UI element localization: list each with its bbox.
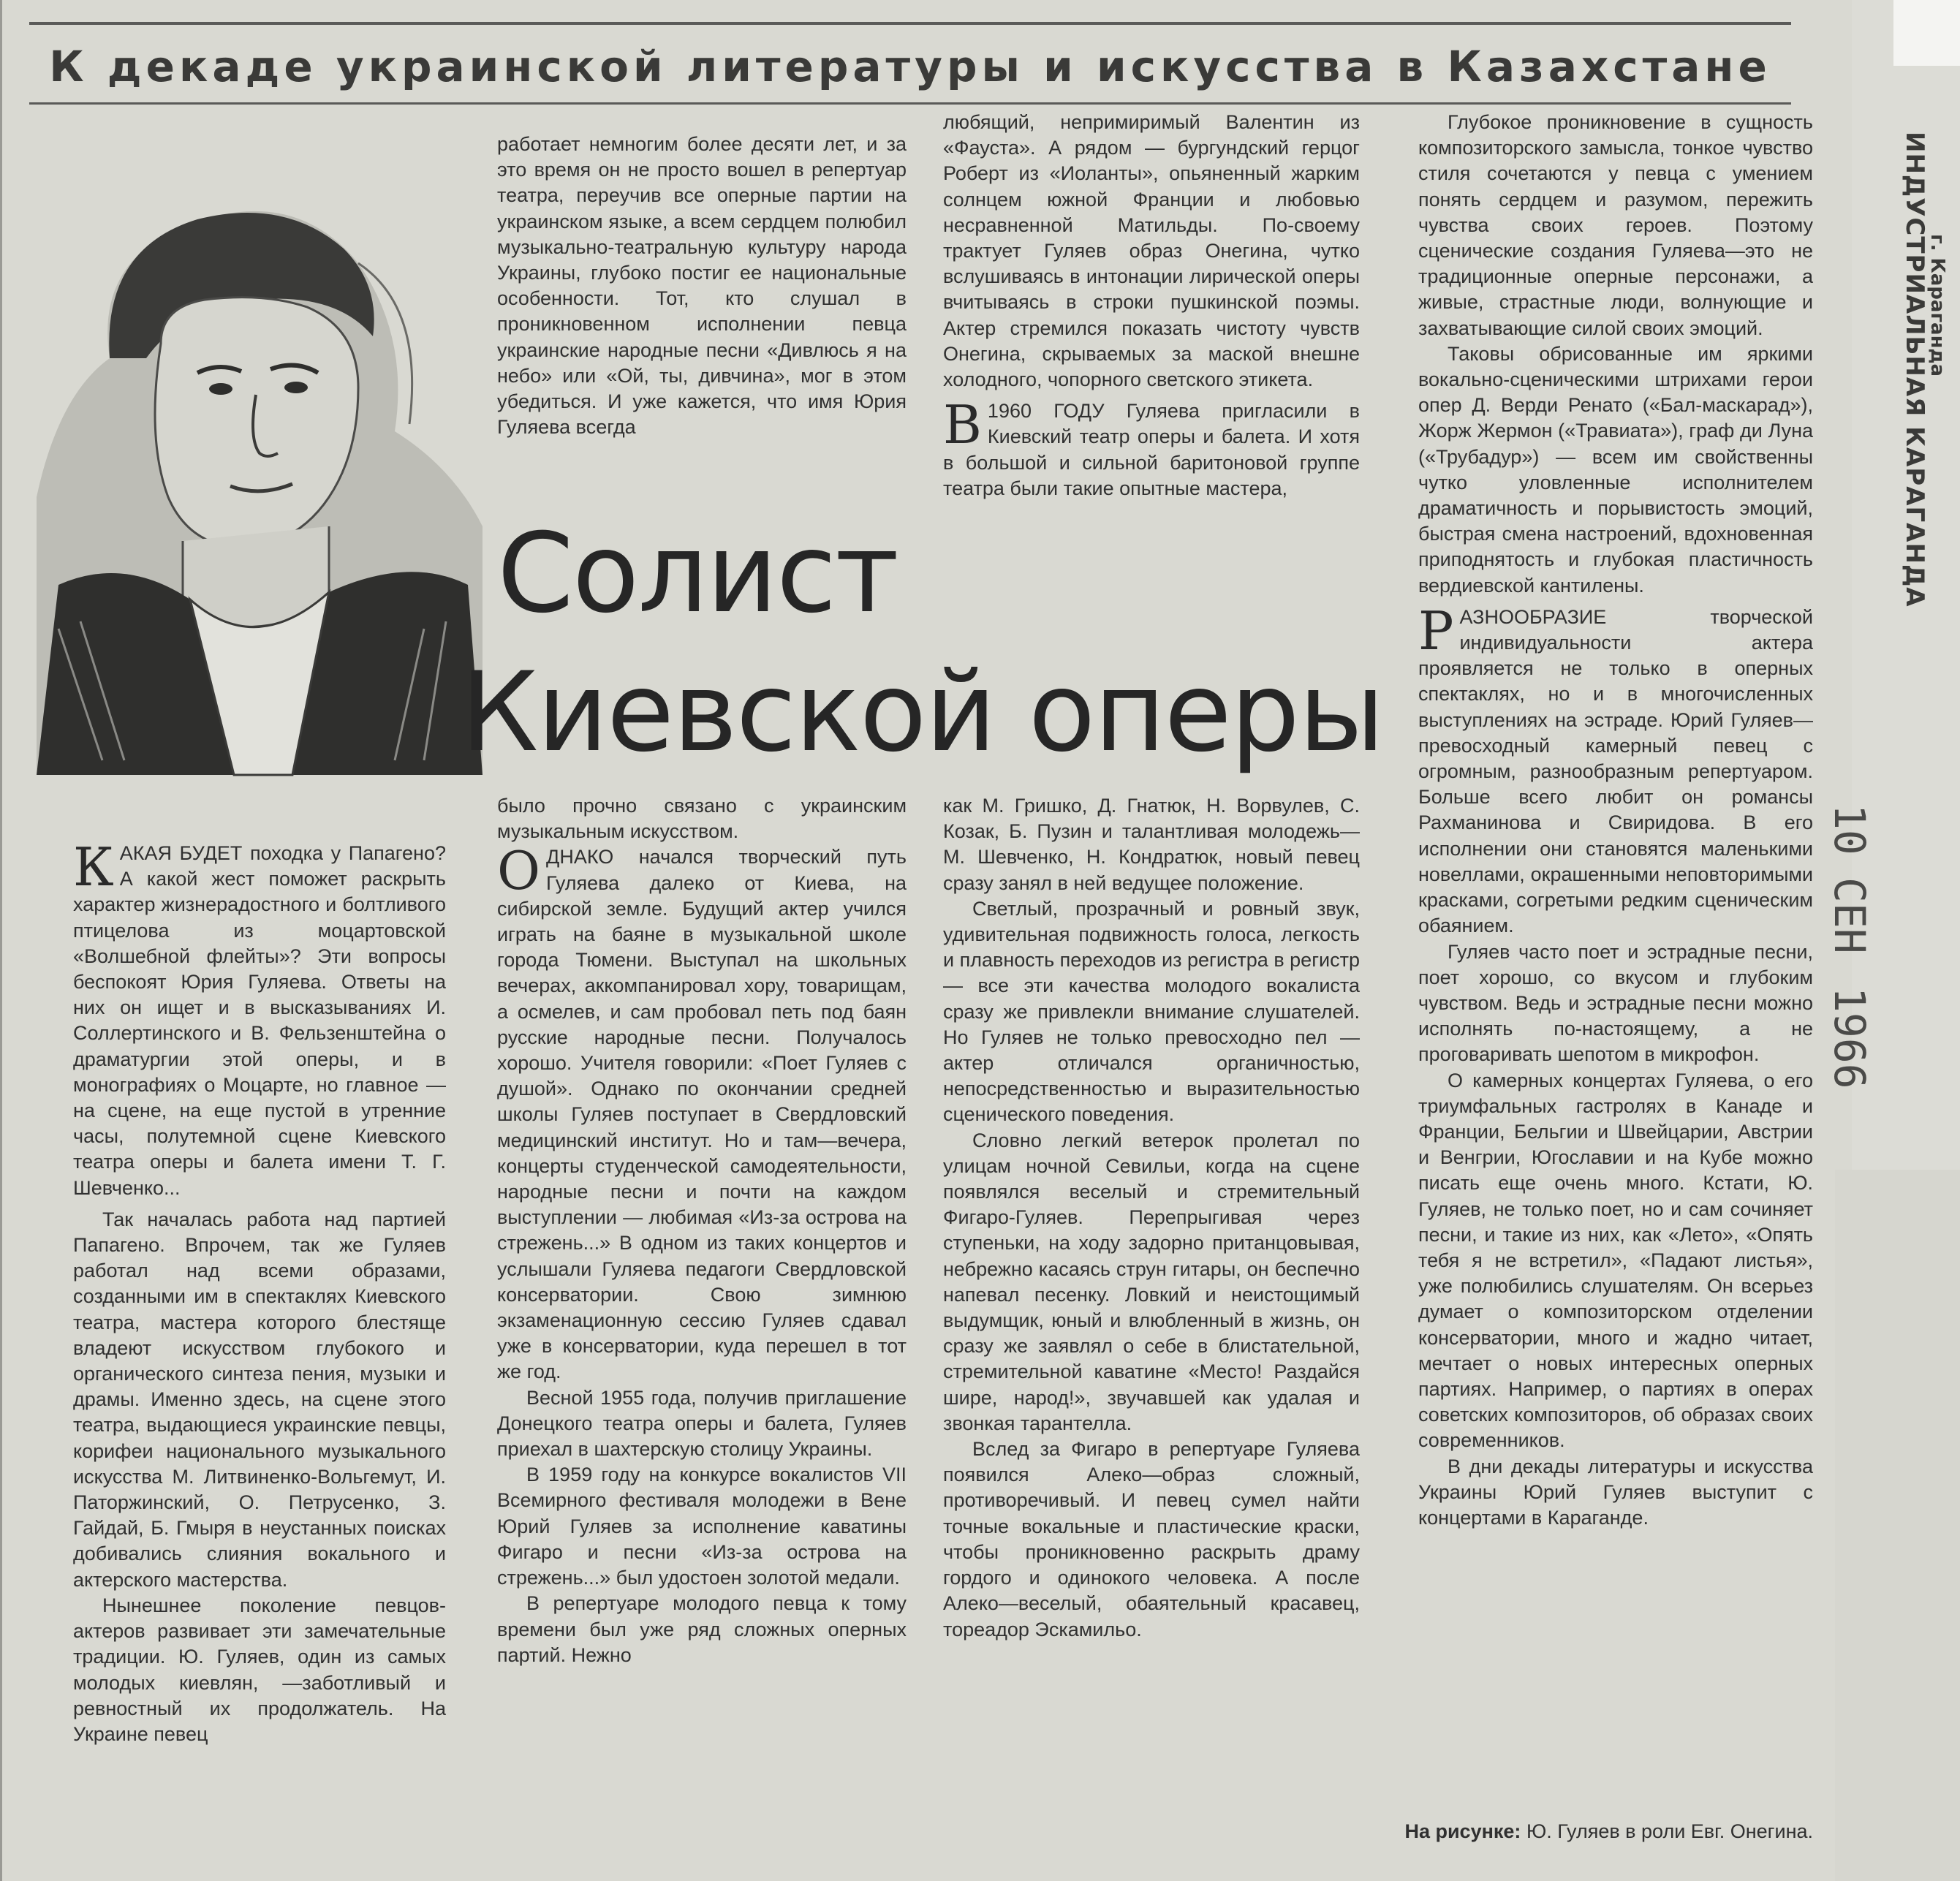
paragraph: Глубокое проникновение в сущность композиторского замысла, тонкое чувство стиля сочетаются у певца с умением понять сердцем и разумом, пережить чувства своих героев. Поэтому сценические создания Гуляева—это не традиционные оперные персонажи, а живые, страстные люди, волнующие и захватывающие силой своих эмоций. xyxy=(1418,111,1813,339)
paragraph-text: АЗНООБРАЗИЕ творческой индивидуальности актера проявляется не только в оперных спектаклях, но и в многочисленных выступлениях на эстраде. Юрий Гуляев—превосходный камерный певец с огромным, разнообразным репертуаром. Больше всего любит он романсы Рахманинова и Свиридова. В его исполнении они становятся маленькими новеллами, окрашенными неповторимыми красками, согретыми редким сценическим обаянием. xyxy=(1418,605,1813,937)
torn-corner xyxy=(1893,0,1960,66)
stamp-day: 10 xyxy=(1825,804,1874,855)
paragraph: О камерных концертах Гуляева, о его триумфальных гастролях в Канаде и Франции, Бельгии и Швейцарии, Австрии и Венгрии, Югославии и на Кубе можно писать еще очень много. Кстати, Ю. Гуляев, не только поет, но и сам сочиняет песни, и такие из них, как «Лето», «Опять тебя я не встретил», «Падают листья», уже полюбились слушателям. Он всерьез думает о композиторском отделении консерватории, много и жадно читает, мечтает о новых интересных оперных партиях. Например, о партиях в операх советских композиторов, об образах своих современников. xyxy=(1418,1069,1813,1452)
paragraph xyxy=(497,840,907,1385)
date-stamp xyxy=(1806,797,1879,1111)
drop-cap: Р xyxy=(1418,599,1454,662)
caption-label: На рисунке: xyxy=(1404,1820,1521,1842)
article-column-3-bottom xyxy=(943,793,1360,1643)
article-column-2-bottom xyxy=(497,793,907,1668)
stamp-month: СЕН xyxy=(1825,877,1874,954)
stamp-year: 1966 xyxy=(1825,987,1874,1089)
paragraph xyxy=(943,394,1360,502)
paragraph: Так началась работа над партией Папагено. Впрочем, так же Гуляев работал над всеми образами, созданными им в спектаклях Киевского театра, мастера которого блестяще владеют искусством глубокого и органического синтеза пения, музыки и драмы. Именно здесь, на сцене этого театра, выдающиеся украинские певцы, корифеи национального музыкального искусства М. Литвиненко-Вольгемут, И. Паторжинский, О. Петрусенко, З. Гайдай, Б. Гмыря в неустанных поисках добивались слияния вокального и актерского мастерства. xyxy=(73,1208,446,1591)
paragraph: любящий, непримиримый Валентин из «Фауста». А рядом — бургундский герцог Роберт из «Иоланты», опьяненный жарким солнцем южной Франции и любовью несравненной Матильды. По-своему трактует Гуляев образ Онегина, чутко вслушиваясь в интонации лирической оперы вчитываясь в строки пушкинской поэмы. Актер стремился показать чистоту чувств Онегина, скрываемых за маской внешне холодного, чопорного светского этикета. xyxy=(943,111,1360,391)
paragraph: В репертуаре молодого певца к тому времени был уже ряд сложных оперных партий. Нежно xyxy=(497,1592,907,1666)
image-caption xyxy=(1382,1819,1813,1844)
paragraph: Вслед за Фигаро в репертуаре Гуляева появился Алеко—образ сложный, противоречивый. И певец сумел найти точные вокальные и пластические краски, чтобы проникновенно раскрыть драму гордого и одинокого человека. А после Алеко—веселый, обаятельный красавец, тореадор Эскамильо. xyxy=(943,1438,1360,1640)
paragraph: Нынешнее поколение певцов-актеров развивает эти замечательные традиции. Ю. Гуляев, один из самых молодых киевлян, —заботливый и ревностный их продолжатель. На Украине певец xyxy=(73,1594,446,1745)
paragraph xyxy=(1418,599,1813,939)
header-rule-bottom xyxy=(29,102,1791,105)
drop-cap: К xyxy=(73,836,114,898)
headline-line-1: Солист xyxy=(497,510,898,637)
drop-cap: О xyxy=(497,840,541,902)
masthead-name: ИНДУСТРИАЛЬНАЯ КАРАГАНДА xyxy=(1900,132,1929,608)
paragraph-text: АКАЯ БУДЕТ походка у Папагено? А какой жест поможет раскрыть характер жизнерадостного и болтливого птицелова из моцартовской «Волшебной флейты»? Эти вопросы беспокоят Юрия Гуляева. Ответы на них он ищет и в высказываниях И. Соллертинского и В. Фельзенштейна о драматургии этой оперы, и в монографиях о Моцарте, но главное — на сцене, на еще пустой в утренние часы, полутемной сцене Киевского театра оперы и балета имени Т. Г. Шевченко... xyxy=(73,842,446,1199)
article-column-3-top xyxy=(943,110,1360,502)
section-header: К декаде украинской литературы и искусства в Казахстане xyxy=(49,42,1771,91)
paragraph-text: ДНАКО начался творческий путь Гуляева далеко от Киева, на сибирской земле. Будущий актер учился играть на баяне в музыкальной школе города Тюмени. Выступал на школьных вечерах, аккомпанировал хору, товарищам, а осмелев, и сам пробовал петь под баян русские народные песни. Получалось хорошо. Учителя говорили: «Поет Гуляев с душой». Однако по окончании средней школы Гуляев поступает в Свердловский медицинский институт. Но и там—вечера, концерты студенческой самодеятельности, народные песни и почти на каждом выступлении — любимая «Из-за острова на стрежень...» В одном из таких концертов и услышали Гуляева педагоги Свердловской консерватории. Свою зимнюю экзаменационную сессию Гуляев сдавал уже в консерватории, куда перешел в тот же год. xyxy=(497,846,907,1383)
article-column-1 xyxy=(73,836,446,1747)
paragraph: Весной 1955 года, получив приглашение Донецкого театра оперы и балета, Гуляев приехал в шахтерскую столицу Украины. xyxy=(497,1386,907,1461)
portrait-illustration xyxy=(15,117,483,775)
drop-cap: В xyxy=(943,394,982,456)
paragraph: Таковы обрисованные им яркими вокально-сценическими штрихами герои опер Д. Верди Ренато («Бал-маскарад»), Жорж Жермон («Травиата»), граф ди Луна («Трубадур») — всем им свойственны чутко уловленные исполнителем драматичность и порывистость эмоций, быстрая смена настроений, вдохновенная приподнятость и глубокая пластичность вердиевской кантилены. xyxy=(1418,342,1813,597)
article-column-2-top xyxy=(497,132,907,440)
paragraph: было прочно связано с украинским музыкальным искусством. xyxy=(497,795,907,843)
masthead-city: г. Караганда xyxy=(1926,234,1948,377)
paragraph: Светлый, прозрачный и ровный звук, удивительная подвижность голоса, легкость и плавность переходов из регистра в регистр — все эти качества молодого вокалиста сразу же привлекли внимание слушателей. Но Гуляев не только превосходно пел —актер отличался органичностью, непосредственностью и выразительностью сценического поведения. xyxy=(943,897,1361,1126)
paragraph-text: 1960 ГОДУ Гуляева пригласили в Киевский театр оперы и балета. И хотя в большой и сильной баритоновой группе театра были такие опытные мастера, xyxy=(943,400,1360,499)
paragraph: Гуляев часто поет и эстрадные песни, поет хорошо, со вкусом и глубоким чувством. Ведь и эстрадные песни можно исполнять по-настоящему, а не проговаривать шепотом в микрофон. xyxy=(1418,940,1813,1066)
paragraph: Словно легкий ветерок пролетал по улицам ночной Севильи, когда на сцене появлялся веселый и стремительный Фигаро-Гуляев. Перепрыгивая через ступеньки, на ходу задорно пританцовывая, небрежно касаясь струн гитары, он беспечно напевал песенку. Ловкий и неистощимый выдумщик, юный и влюбленный в жизнь, он сразу же заявлял о себе в блистательной, стремительной каватине «Место! Раздайся шире, народ!», звучавшей как удалая и звонкая тарантелла. xyxy=(943,1129,1360,1434)
paragraph: В 1959 году на конкурсе вокалистов VII Всемирного фестиваля молодежи в Вене Юрий Гуляев за исполнение каватины Фигаро и песни «Из-за острова на стрежень...» был удостоен золотой медали. xyxy=(497,1464,907,1589)
newspaper-masthead xyxy=(1886,132,1948,643)
paragraph xyxy=(73,836,446,1201)
headline-line-2: Киевской оперы xyxy=(461,649,1384,776)
caption-text: Ю. Гуляев в роли Евг. Онегина. xyxy=(1526,1820,1813,1842)
paragraph: В дни декады литературы и искусства Украины Юрий Гуляев выступит с концертами в Караганде. xyxy=(1418,1455,1813,1529)
paragraph: работает немногим более десяти лет, и за это время он не просто вошел в репертуар театра, переучив все оперные партии на украинском языке, а всем сердцем полюбил музыкально-театральную культуру народа Украины, глубоко постиг ее национальные особенности. Тот, кто слушал в проникновенном исполнении певца украинские народные песни «Дивлюсь я на небо» или «Ой, ты, дивчина», мог в этом убедиться. И уже кажется, что имя Юрия Гуляева всегда xyxy=(497,133,907,439)
paragraph: как М. Гришко, Д. Гнатюк, Н. Ворвулев, С. Козак, Б. Пузин и талантливая молодежь—М. Шевченко, Н. Кондратюк, новый певец сразу занял в ней ведущее положение. xyxy=(943,795,1360,894)
clipping-extension xyxy=(1835,1170,1960,1881)
header-rule-top xyxy=(29,22,1791,25)
article-column-4 xyxy=(1418,110,1813,1531)
